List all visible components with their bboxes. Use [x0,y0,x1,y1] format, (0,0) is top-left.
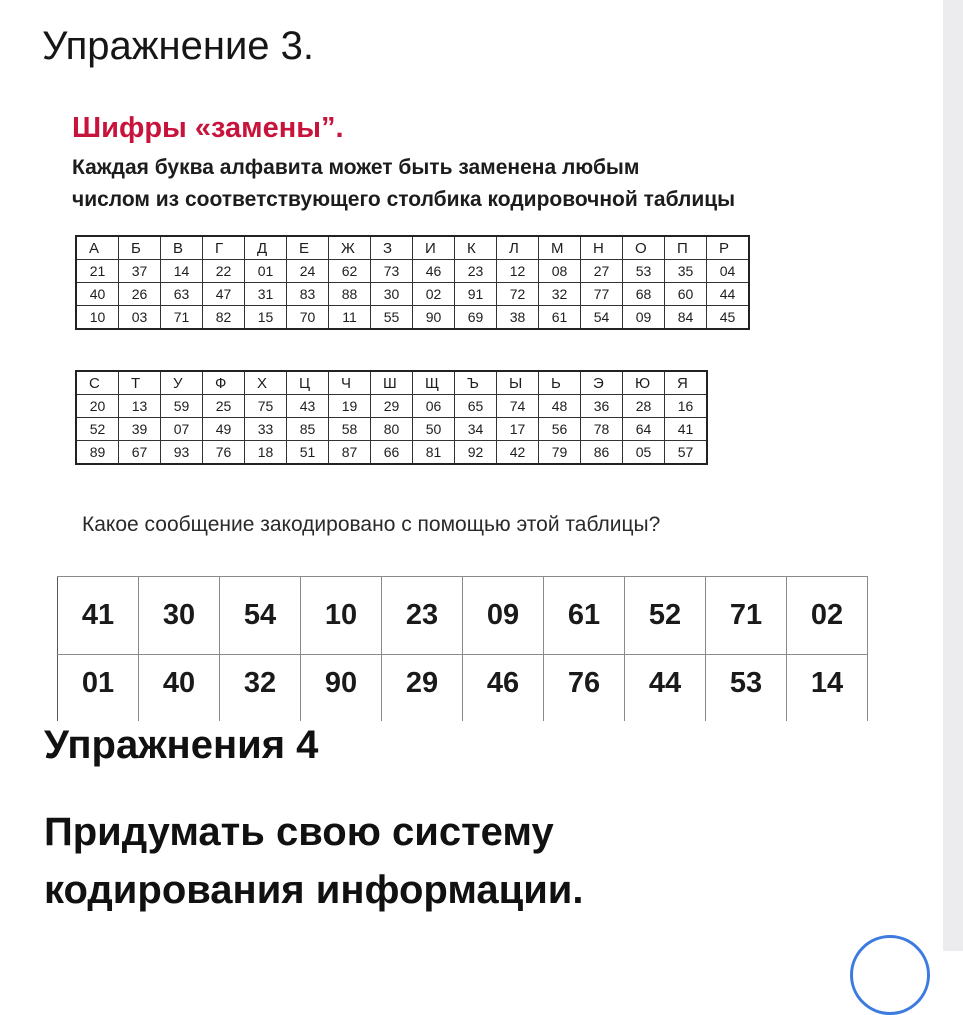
code-cell: 51 [287,441,329,465]
code-cell: 38 [497,306,539,330]
letter-cell: А [76,236,119,260]
code-cell: 80 [371,418,413,441]
code-cell: 60 [665,283,707,306]
code-cell: 52 [76,418,119,441]
letter-row [76,371,707,395]
code-cell: 69 [455,306,497,330]
cipher-description [72,152,735,216]
code-cell: 90 [413,306,455,330]
code-cell: 68 [623,283,665,306]
letter-cell: Ч [329,371,371,395]
code-cell: 42 [497,441,539,465]
code-cell: 55 [371,306,413,330]
scrollbar-track[interactable] [943,0,963,951]
message-cell: 02 [787,577,868,655]
code-cell: 57 [665,441,708,465]
code-cell: 37 [119,260,161,283]
code-cell: 85 [287,418,329,441]
letter-cell: К [455,236,497,260]
cipher-table-bottom [75,370,708,465]
exercise-4-title: Упражнения 4 [44,723,319,767]
code-cell: 31 [245,283,287,306]
message-cell: 32 [220,655,301,722]
letter-cell: Ж [329,236,371,260]
code-cell: 67 [119,441,161,465]
code-cell: 01 [245,260,287,283]
message-cell: 46 [463,655,544,722]
encoded-message-table [57,576,868,721]
code-cell: 27 [581,260,623,283]
letter-cell: У [161,371,203,395]
code-cell: 65 [455,395,497,418]
code-cell: 10 [76,306,119,330]
code-cell: 35 [665,260,707,283]
code-cell: 63 [161,283,203,306]
letter-cell: Ы [497,371,539,395]
letter-cell: Б [119,236,161,260]
code-cell: 47 [203,283,245,306]
message-cell: 41 [58,577,139,655]
question-text: Какое сообщение закодировано с помощью этой таблицы? [82,513,661,536]
message-cell: 30 [139,577,220,655]
code-cell: 29 [371,395,413,418]
code-row [76,418,707,441]
code-cell: 30 [371,283,413,306]
letter-cell: Ш [371,371,413,395]
letter-cell: Ю [623,371,665,395]
code-cell: 71 [161,306,203,330]
code-cell: 24 [287,260,329,283]
letter-cell: Ь [539,371,581,395]
code-cell: 58 [329,418,371,441]
code-cell: 19 [329,395,371,418]
message-cell: 53 [706,655,787,722]
message-cell: 76 [544,655,625,722]
code-cell: 39 [119,418,161,441]
code-cell: 20 [76,395,119,418]
code-cell: 81 [413,441,455,465]
code-cell: 82 [203,306,245,330]
code-cell: 66 [371,441,413,465]
task-text [44,803,584,919]
cipher-table-top [75,235,750,330]
letter-cell: З [371,236,413,260]
code-cell: 07 [161,418,203,441]
task-line-2: кодирования информации. [44,868,584,912]
code-cell: 79 [539,441,581,465]
code-cell: 75 [245,395,287,418]
code-cell: 87 [329,441,371,465]
letter-cell: Д [245,236,287,260]
code-cell: 77 [581,283,623,306]
message-cell: 61 [544,577,625,655]
letter-cell: В [161,236,203,260]
code-cell: 08 [539,260,581,283]
message-cell: 10 [301,577,382,655]
code-cell: 64 [623,418,665,441]
code-cell: 92 [455,441,497,465]
message-cell: 29 [382,655,463,722]
letter-cell: П [665,236,707,260]
code-cell: 53 [623,260,665,283]
code-cell: 02 [413,283,455,306]
code-cell: 28 [623,395,665,418]
code-cell: 46 [413,260,455,283]
code-cell: 83 [287,283,329,306]
code-cell: 54 [581,306,623,330]
message-row [58,577,868,655]
message-cell: 90 [301,655,382,722]
description-line-1: Каждая буква алфавита может быть заменена любым [72,156,640,179]
message-cell: 44 [625,655,706,722]
code-cell: 17 [497,418,539,441]
code-cell: 15 [245,306,287,330]
code-cell: 26 [119,283,161,306]
code-cell: 88 [329,283,371,306]
code-cell: 12 [497,260,539,283]
letter-cell: С [76,371,119,395]
code-cell: 33 [245,418,287,441]
cipher-title: Шифры «замены”. [72,112,344,144]
code-cell: 43 [287,395,329,418]
letter-cell: Л [497,236,539,260]
letter-cell: Я [665,371,708,395]
floating-action-button[interactable] [850,935,930,1015]
code-cell: 32 [539,283,581,306]
letter-cell: Е [287,236,329,260]
letter-cell: Щ [413,371,455,395]
code-cell: 36 [581,395,623,418]
letter-cell: Р [707,236,750,260]
code-cell: 06 [413,395,455,418]
code-cell: 45 [707,306,750,330]
code-cell: 73 [371,260,413,283]
code-cell: 56 [539,418,581,441]
code-cell: 05 [623,441,665,465]
task-line-1: Придумать свою систему [44,810,554,854]
code-cell: 48 [539,395,581,418]
letter-cell: И [413,236,455,260]
code-cell: 23 [455,260,497,283]
code-cell: 50 [413,418,455,441]
code-cell: 16 [665,395,708,418]
code-cell: 86 [581,441,623,465]
code-cell: 21 [76,260,119,283]
code-cell: 84 [665,306,707,330]
message-cell: 09 [463,577,544,655]
code-cell: 78 [581,418,623,441]
letter-cell: Ц [287,371,329,395]
code-row [76,283,749,306]
message-cell: 71 [706,577,787,655]
code-cell: 93 [161,441,203,465]
description-line-2: числом из соответствующего столбика кодировочной таблицы [72,188,736,211]
message-cell: 40 [139,655,220,722]
message-row [58,655,868,722]
code-row [76,395,707,418]
code-cell: 18 [245,441,287,465]
code-cell: 22 [203,260,245,283]
letter-cell: О [623,236,665,260]
code-cell: 44 [707,283,750,306]
letter-cell: Г [203,236,245,260]
code-cell: 04 [707,260,750,283]
letter-cell: Э [581,371,623,395]
message-cell: 01 [58,655,139,722]
code-cell: 72 [497,283,539,306]
code-row [76,441,707,465]
code-cell: 25 [203,395,245,418]
code-cell: 49 [203,418,245,441]
letter-cell: Н [581,236,623,260]
letter-cell: Ъ [455,371,497,395]
letter-cell: Х [245,371,287,395]
letter-cell: М [539,236,581,260]
message-cell: 52 [625,577,706,655]
code-cell: 91 [455,283,497,306]
code-cell: 62 [329,260,371,283]
code-cell: 13 [119,395,161,418]
code-cell: 41 [665,418,708,441]
code-cell: 70 [287,306,329,330]
code-cell: 03 [119,306,161,330]
letter-cell: Ф [203,371,245,395]
code-cell: 14 [161,260,203,283]
code-cell: 34 [455,418,497,441]
code-cell: 61 [539,306,581,330]
exercise-3-title: Упражнение 3. [42,24,315,68]
code-cell: 40 [76,283,119,306]
code-row [76,260,749,283]
code-row [76,306,749,330]
code-cell: 89 [76,441,119,465]
letter-cell: Т [119,371,161,395]
code-cell: 09 [623,306,665,330]
letter-row [76,236,749,260]
code-cell: 74 [497,395,539,418]
code-cell: 11 [329,306,371,330]
message-cell: 54 [220,577,301,655]
code-cell: 59 [161,395,203,418]
code-cell: 76 [203,441,245,465]
message-cell: 14 [787,655,868,722]
message-cell: 23 [382,577,463,655]
